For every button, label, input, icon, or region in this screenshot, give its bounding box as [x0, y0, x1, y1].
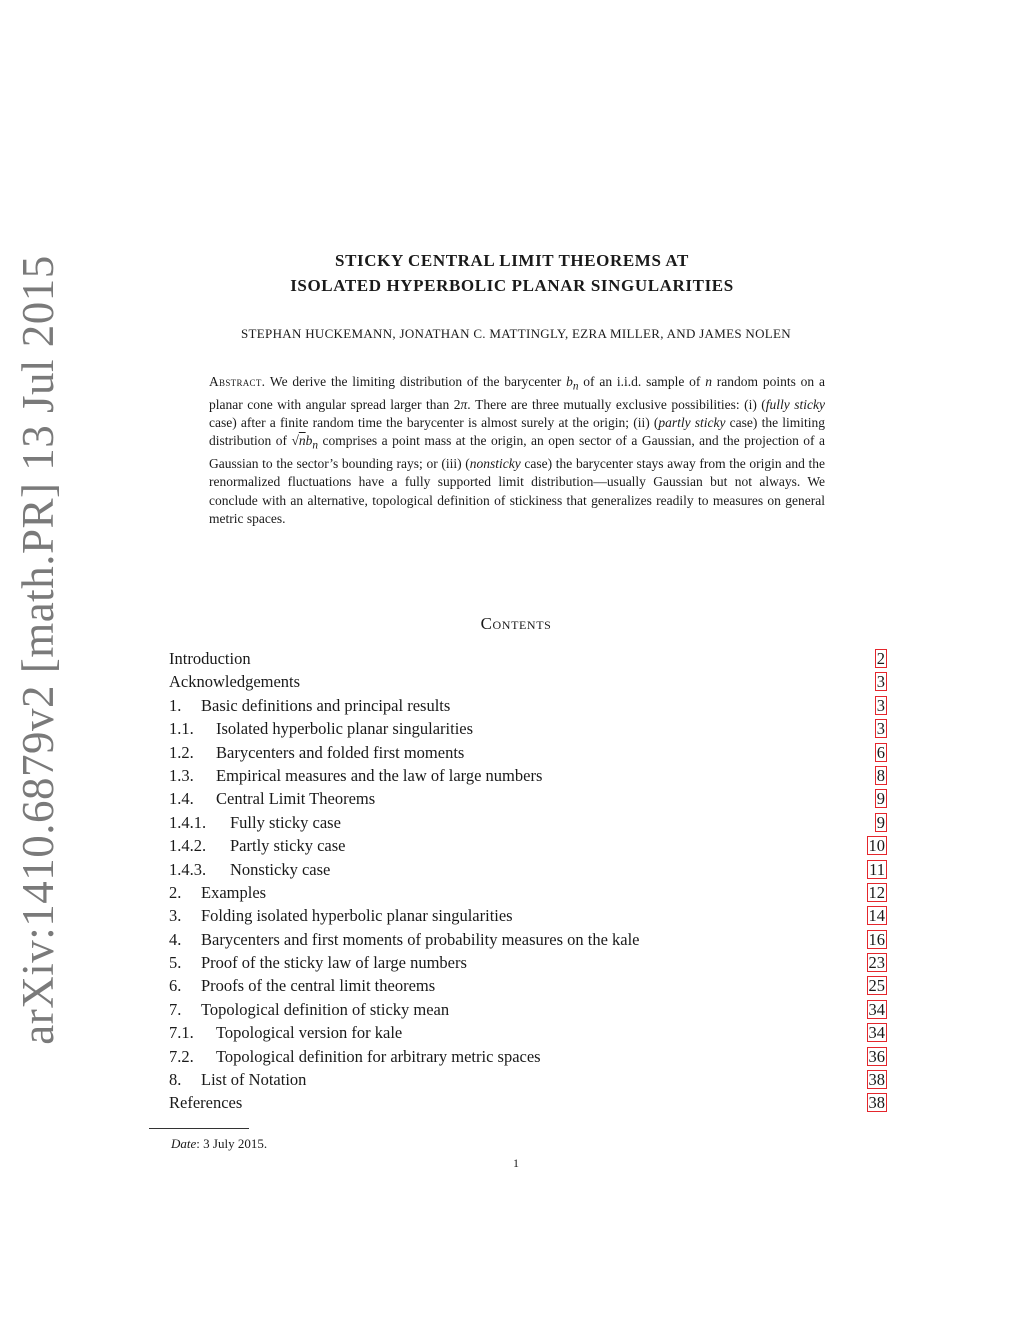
toc-page-link[interactable]: 23	[868, 953, 885, 973]
toc-number: 1.	[169, 695, 182, 715]
toc-number: 8.	[169, 1070, 182, 1090]
toc-entry[interactable]	[169, 717, 887, 740]
abstract-text: case) the limiting distribution of	[209, 415, 825, 449]
toc-number: 4.	[169, 929, 182, 949]
toc-entry[interactable]	[169, 904, 887, 927]
abstract-text: comprises a point mass at the origin, an open sector of a Gaussian, and the projection of a Gaussian to the sector’s bounding rays; or (iii) (	[209, 433, 825, 472]
toc-title: Proof of the sticky law of large numbers	[201, 953, 467, 973]
toc-title: References	[169, 1093, 243, 1113]
abstract-text: case) after a finite random time the barycenter is almost surely at the origin; (ii) (	[209, 415, 659, 431]
toc-page-link[interactable]: 6	[876, 742, 885, 762]
title-line-1: STICKY CENTRAL LIMIT THEOREMS AT	[335, 251, 689, 270]
toc-title: Empirical measures and the law of large numbers	[216, 765, 543, 785]
term-partly-sticky: partly sticky	[658, 415, 726, 431]
math-sqrt-n: n	[298, 433, 306, 449]
toc-page-link[interactable]: 9	[876, 812, 885, 832]
author-list: STEPHAN HUCKEMANN, JONATHAN C. MATTINGLY, EZRA MILLER, AND JAMES NOLEN	[241, 326, 791, 341]
toc-number: 6.	[169, 976, 182, 996]
toc-page-link[interactable]: 38	[868, 1093, 885, 1113]
toc-entry[interactable]	[169, 670, 887, 693]
abstract-label: Abstract.	[209, 374, 266, 389]
arxiv-stamp	[8, 255, 68, 1045]
toc-entry[interactable]	[169, 881, 887, 904]
math-b: b	[305, 433, 313, 449]
toc-title: Topological version for kale	[216, 1023, 403, 1043]
toc-entry[interactable]	[169, 834, 887, 857]
toc-page-link[interactable]: 38	[868, 1070, 885, 1090]
sqrt-symbol: √	[291, 433, 299, 449]
toc-entry[interactable]	[169, 858, 887, 881]
toc-entry[interactable]	[169, 998, 887, 1021]
toc-title: Proofs of the central limit theorems	[201, 976, 436, 996]
toc-page-link[interactable]: 14	[868, 906, 885, 926]
toc-entry[interactable]	[169, 1068, 887, 1091]
math-pi: π	[460, 396, 468, 412]
toc-entry[interactable]	[169, 951, 887, 974]
toc-page-link[interactable]: 3	[876, 695, 885, 715]
toc-number: 1.2.	[169, 742, 194, 762]
toc-page-link[interactable]: 10	[868, 836, 885, 856]
toc-entry[interactable]	[169, 741, 887, 764]
toc-entry[interactable]	[169, 974, 887, 997]
term-nonsticky: nonsticky	[469, 456, 521, 472]
toc-title: Nonsticky case	[230, 859, 331, 879]
toc-number: 1.3.	[169, 765, 194, 785]
toc-page-link[interactable]: 12	[868, 882, 885, 902]
toc-title: Barycenters and folded first moments	[216, 742, 465, 762]
toc-entry[interactable]	[169, 1091, 887, 1114]
date-label: Date	[171, 1136, 197, 1151]
date-footnote	[171, 1136, 267, 1152]
toc-title: Introduction	[169, 649, 251, 668]
math-sub-n: n	[312, 439, 318, 452]
toc-page-link[interactable]: 34	[868, 999, 885, 1019]
toc-entry[interactable]	[169, 928, 887, 951]
toc-entry[interactable]	[169, 647, 887, 670]
toc-entry[interactable]	[169, 787, 887, 810]
contents-heading: Contents	[480, 614, 552, 633]
toc-title: List of Notation	[201, 1070, 307, 1090]
toc-title: Fully sticky case	[230, 812, 341, 832]
toc-entry[interactable]	[169, 1021, 887, 1044]
page-number: 1	[513, 1156, 519, 1170]
toc-page-link[interactable]: 36	[868, 1046, 885, 1066]
math-n: n	[705, 374, 712, 389]
toc-number: 1.1.	[169, 719, 194, 739]
toc-title: Examples	[201, 882, 267, 902]
toc-entry[interactable]	[169, 811, 887, 834]
toc-title: Topological definition for arbitrary metric spaces	[216, 1046, 541, 1066]
toc-number: 1.4.2.	[169, 836, 207, 856]
abstract-text: case) the barycenter stays away from the origin and the renormalized fluctuations have a fully supported limit distribution—usually Gaussian but not always. We conclude with an alternative, topological definition of stickiness that generalizes readily to measures on general metric spaces.	[209, 456, 825, 526]
abstract-text: We derive the limiting distribution of the barycenter	[265, 374, 567, 389]
toc-title: Acknowledgements	[169, 672, 301, 692]
toc-number: 7.	[169, 999, 182, 1019]
toc-page-link[interactable]: 3	[876, 719, 885, 739]
toc-title: Central Limit Theorems	[216, 789, 376, 809]
term-fully-sticky: fully sticky	[765, 396, 825, 412]
toc-page-link[interactable]: 9	[876, 789, 885, 809]
toc-title: Partly sticky case	[230, 836, 346, 856]
toc-entry[interactable]	[169, 694, 887, 717]
toc-page-link[interactable]: 25	[868, 976, 885, 996]
toc-page-link[interactable]: 3	[876, 672, 885, 692]
toc-number: 7.1.	[169, 1023, 194, 1043]
arxiv-identifier: arXiv:1410.6879v2 [math.PR] 13 Jul 2015	[13, 255, 63, 1045]
toc-page-link[interactable]: 8	[876, 765, 885, 785]
toc-number: 1.4.3.	[169, 859, 207, 879]
toc-title: Topological definition of sticky mean	[201, 999, 450, 1019]
footnote-rule	[149, 1128, 249, 1129]
toc-number: 1.4.	[169, 789, 194, 809]
toc-title: Isolated hyperbolic planar singularities	[216, 719, 474, 739]
math-b: b	[566, 374, 573, 389]
toc-page-link[interactable]: 16	[868, 929, 885, 949]
paper-title	[0, 248, 1024, 298]
toc-number: 5.	[169, 953, 182, 973]
toc-number: 7.2.	[169, 1046, 194, 1066]
abstract-text: . There are three mutually exclusive possibilities: (i) (	[467, 396, 766, 412]
toc-number: 3.	[169, 906, 182, 926]
toc-title: Barycenters and first moments of probability measures on the kale	[201, 929, 640, 949]
toc-title: Basic definitions and principal results	[201, 695, 451, 715]
abstract-text: random points on a planar cone with angular spread larger than 2	[209, 374, 825, 412]
abstract	[209, 373, 825, 528]
table-of-contents	[169, 647, 887, 1115]
abstract-text: of an i.i.d. sample of	[578, 374, 706, 389]
math-sub-n: n	[572, 380, 579, 393]
toc-entry[interactable]	[169, 1045, 887, 1068]
toc-title: Folding isolated hyperbolic planar singularities	[201, 906, 513, 926]
title-line-2: ISOLATED HYPERBOLIC PLANAR SINGULARITIES	[290, 276, 734, 295]
toc-number: 2.	[169, 882, 182, 902]
toc-page-link[interactable]: 2	[876, 649, 885, 668]
toc-number: 1.4.1.	[169, 812, 207, 832]
date-value: : 3 July 2015.	[196, 1136, 268, 1151]
toc-page-link[interactable]: 34	[868, 1023, 885, 1043]
toc-page-link[interactable]: 11	[869, 859, 885, 879]
toc-entry[interactable]	[169, 764, 887, 787]
